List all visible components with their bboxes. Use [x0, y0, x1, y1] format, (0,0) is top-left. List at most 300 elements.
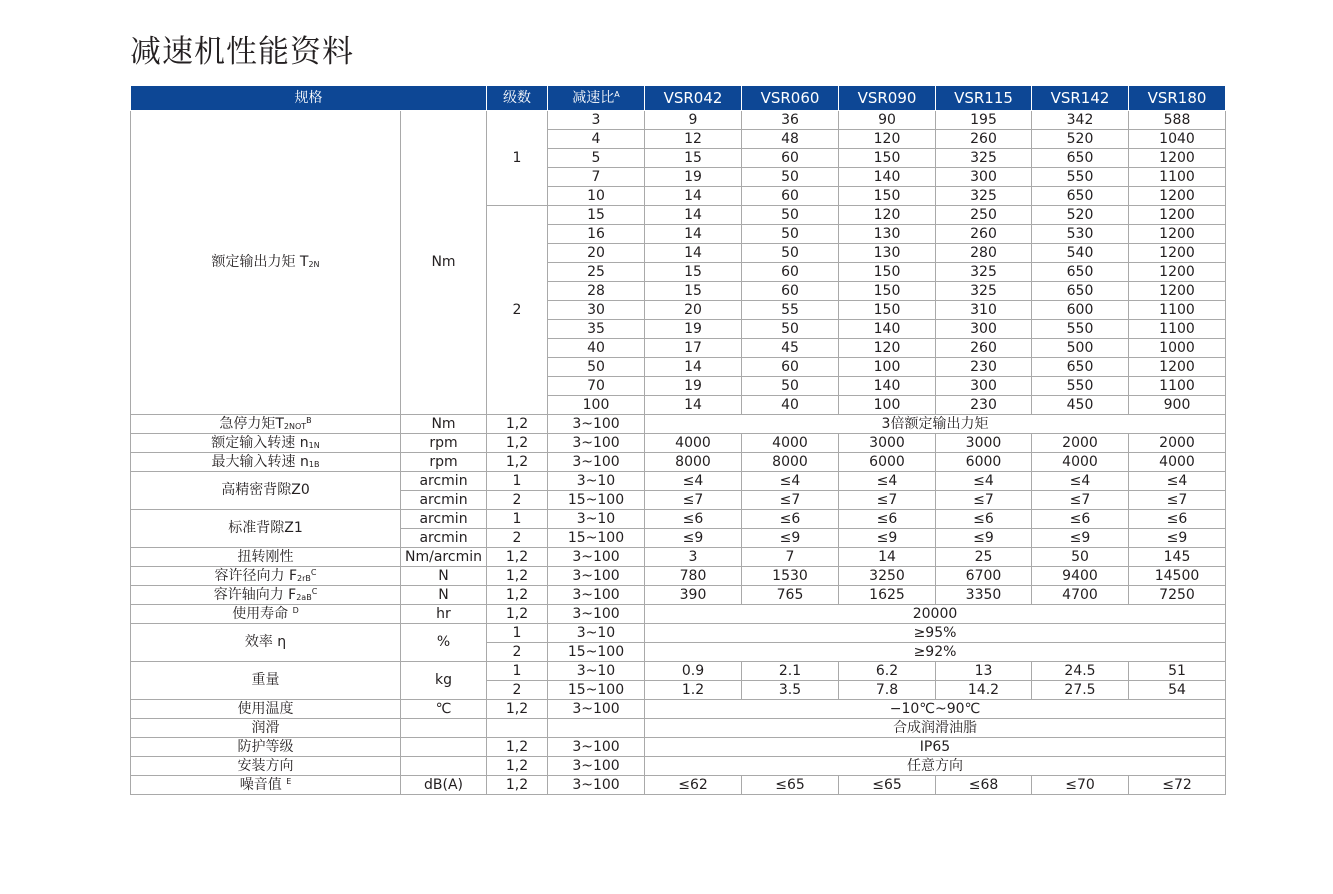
value-cell: 150: [839, 301, 936, 320]
value-cell: 280: [936, 244, 1032, 263]
row-label: [131, 453, 401, 472]
value-cell: 50: [742, 320, 839, 339]
header-ratio-note: A: [614, 90, 620, 99]
ratio-cell: 3~10: [548, 472, 645, 491]
ratio-cell: 7: [548, 168, 645, 187]
value-cell: 7: [742, 548, 839, 567]
unit-cell: arcmin: [401, 491, 487, 510]
label-text: 容许径向力 F: [214, 567, 298, 584]
value-cell: ≤6: [645, 510, 742, 529]
stage-cell: 1: [487, 624, 548, 643]
value-cell: 1100: [1129, 377, 1226, 396]
stage-cell: 2: [487, 643, 548, 662]
value-cell: 230: [936, 396, 1032, 415]
stage-cell: 1: [487, 472, 548, 491]
value-cell: 25: [936, 548, 1032, 567]
value-cell: 4000: [742, 434, 839, 453]
table-header-row: [131, 86, 1226, 111]
value-cell: 530: [1032, 225, 1129, 244]
value-cell: 2000: [1129, 434, 1226, 453]
value-cell: 17: [645, 339, 742, 358]
value-cell: 250: [936, 206, 1032, 225]
ratio-cell: 3~10: [548, 662, 645, 681]
unit-cell: [401, 757, 487, 776]
value-cell: 1200: [1129, 149, 1226, 168]
value-cell: 150: [839, 149, 936, 168]
header-ratio: [548, 86, 645, 111]
value-cell: 60: [742, 187, 839, 206]
value-cell: 650: [1032, 263, 1129, 282]
value-cell: 24.5: [1032, 662, 1129, 681]
value-cell: 4000: [1032, 453, 1129, 472]
value-cell: ≤9: [1032, 529, 1129, 548]
unit-cell: arcmin: [401, 510, 487, 529]
value-cell: 8000: [742, 453, 839, 472]
row-label: 安装方向: [131, 757, 401, 776]
ratio-cell: 3: [548, 111, 645, 130]
value-cell: ≤7: [645, 491, 742, 510]
ratio-cell: 70: [548, 377, 645, 396]
value-cell: ≤9: [839, 529, 936, 548]
value-cell: 40: [742, 396, 839, 415]
value-cell: ≤68: [936, 776, 1032, 795]
value-cell: 100: [839, 396, 936, 415]
value-cell: ≤4: [742, 472, 839, 491]
value-cell: 4000: [645, 434, 742, 453]
stage-cell: 1,2: [487, 605, 548, 624]
value-cell: 120: [839, 206, 936, 225]
ratio-cell: 25: [548, 263, 645, 282]
ratio-cell: 3~10: [548, 624, 645, 643]
ratio-cell: 20: [548, 244, 645, 263]
performance-table: [130, 85, 1226, 795]
value-cell: ≤62: [645, 776, 742, 795]
unit-cell: arcmin: [401, 472, 487, 491]
value-cell: 1200: [1129, 206, 1226, 225]
unit-cell: rpm: [401, 434, 487, 453]
header-ratio-label: 减速比: [572, 90, 615, 106]
value-cell: 650: [1032, 358, 1129, 377]
value-cell: 1100: [1129, 320, 1226, 339]
value-cell: ≤7: [839, 491, 936, 510]
unit-cell: %: [401, 624, 487, 662]
value-cell: 45: [742, 339, 839, 358]
value-cell: 15: [645, 263, 742, 282]
merged-value-cell: 合成润滑油脂: [645, 719, 1226, 738]
value-cell: ≤7: [936, 491, 1032, 510]
value-cell: ≤7: [1032, 491, 1129, 510]
stage-cell: 1,2: [487, 415, 548, 434]
row-label: 标准背隙Z1: [131, 510, 401, 548]
value-cell: 900: [1129, 396, 1226, 415]
value-cell: 650: [1032, 187, 1129, 206]
backlash-z0-row: [131, 472, 1226, 491]
value-cell: 3350: [936, 586, 1032, 605]
ratio-cell: 15: [548, 206, 645, 225]
value-cell: 325: [936, 149, 1032, 168]
stage-cell: 2: [487, 529, 548, 548]
value-cell: 260: [936, 339, 1032, 358]
unit-cell: N: [401, 586, 487, 605]
value-cell: 100: [839, 358, 936, 377]
value-cell: 600: [1032, 301, 1129, 320]
ratio-cell: 3~100: [548, 757, 645, 776]
value-cell: 520: [1032, 206, 1129, 225]
label-sub: 2NOT: [283, 421, 307, 431]
value-cell: 15: [645, 282, 742, 301]
header-model: VSR060: [742, 86, 839, 111]
value-cell: 55: [742, 301, 839, 320]
stage-cell: 1,2: [487, 757, 548, 776]
value-cell: 130: [839, 244, 936, 263]
value-cell: 150: [839, 187, 936, 206]
unit-cell: kg: [401, 662, 487, 700]
label-note: B: [306, 415, 312, 425]
ratio-cell: 100: [548, 396, 645, 415]
header-stage: 级数: [487, 86, 548, 111]
value-cell: ≤72: [1129, 776, 1226, 795]
value-cell: 2000: [1032, 434, 1129, 453]
merged-value-cell: 20000: [645, 605, 1226, 624]
value-cell: 50: [742, 206, 839, 225]
value-cell: ≤9: [742, 529, 839, 548]
value-cell: ≤6: [936, 510, 1032, 529]
ratio-cell: [548, 719, 645, 738]
value-cell: 150: [839, 282, 936, 301]
value-cell: 9: [645, 111, 742, 130]
label-sub: 2N: [308, 260, 320, 269]
ratio-cell: 15~100: [548, 491, 645, 510]
value-cell: 500: [1032, 339, 1129, 358]
label-note: E: [286, 776, 292, 786]
row-label: 高精密背隙Z0: [131, 472, 401, 510]
row-label: [131, 567, 401, 586]
value-cell: 14: [645, 396, 742, 415]
header-model: VSR090: [839, 86, 936, 111]
rated-input-speed-row: [131, 434, 1226, 453]
header-model: VSR142: [1032, 86, 1129, 111]
stage-cell: 1,2: [487, 776, 548, 795]
value-cell: 0.9: [645, 662, 742, 681]
ratio-cell: 3~10: [548, 510, 645, 529]
rated-torque-row: [131, 111, 1226, 130]
value-cell: 3: [645, 548, 742, 567]
value-cell: ≤65: [742, 776, 839, 795]
value-cell: 14: [645, 225, 742, 244]
ratio-cell: 40: [548, 339, 645, 358]
value-cell: 3000: [936, 434, 1032, 453]
value-cell: 14.2: [936, 681, 1032, 700]
label-text: 额定输出力矩 T: [211, 254, 309, 270]
service-life-row: [131, 605, 1226, 624]
value-cell: 50: [1032, 548, 1129, 567]
value-cell: ≤9: [645, 529, 742, 548]
value-cell: 14: [645, 244, 742, 263]
ratio-cell: 30: [548, 301, 645, 320]
ratio-cell: 5: [548, 149, 645, 168]
header-model: VSR042: [645, 86, 742, 111]
value-cell: 50: [742, 244, 839, 263]
value-cell: 260: [936, 130, 1032, 149]
ratio-cell: 4: [548, 130, 645, 149]
value-cell: 150: [839, 263, 936, 282]
value-cell: 3.5: [742, 681, 839, 700]
value-cell: 14: [645, 358, 742, 377]
value-cell: 36: [742, 111, 839, 130]
value-cell: ≤7: [742, 491, 839, 510]
value-cell: 1040: [1129, 130, 1226, 149]
value-cell: 51: [1129, 662, 1226, 681]
value-cell: ≤6: [839, 510, 936, 529]
header-spec: 规格: [131, 86, 487, 111]
backlash-z1-row: [131, 510, 1226, 529]
value-cell: 15: [645, 149, 742, 168]
value-cell: 14: [645, 187, 742, 206]
value-cell: 450: [1032, 396, 1129, 415]
label-sub: 2aB: [296, 592, 312, 602]
value-cell: ≤7: [1129, 491, 1226, 510]
ratio-cell: 3~100: [548, 567, 645, 586]
value-cell: 140: [839, 168, 936, 187]
label-note: D: [292, 605, 299, 615]
mounting-row: [131, 757, 1226, 776]
label-sub: 2rB: [297, 573, 311, 583]
value-cell: 550: [1032, 320, 1129, 339]
radial-force-row: [131, 567, 1226, 586]
value-cell: 90: [839, 111, 936, 130]
merged-value-cell: 3倍额定输出力矩: [645, 415, 1226, 434]
value-cell: 14500: [1129, 567, 1226, 586]
ratio-cell: 3~100: [548, 776, 645, 795]
value-cell: ≤4: [1032, 472, 1129, 491]
value-cell: 19: [645, 320, 742, 339]
value-cell: 1625: [839, 586, 936, 605]
unit-cell: Nm: [401, 415, 487, 434]
ratio-cell: 15~100: [548, 529, 645, 548]
label-text: 噪音值: [239, 776, 282, 793]
value-cell: 325: [936, 187, 1032, 206]
unit-cell: dB(A): [401, 776, 487, 795]
row-label: 润滑: [131, 719, 401, 738]
value-cell: 12: [645, 130, 742, 149]
row-label: 扭转刚性: [131, 548, 401, 567]
merged-value-cell: −10℃~90℃: [645, 700, 1226, 719]
label-text: 额定输入转速 n: [211, 434, 309, 451]
value-cell: ≤6: [1129, 510, 1226, 529]
unit-cell: [401, 719, 487, 738]
unit-cell: rpm: [401, 453, 487, 472]
ratio-cell: 35: [548, 320, 645, 339]
value-cell: 6000: [936, 453, 1032, 472]
value-cell: 195: [936, 111, 1032, 130]
torsional-rigidity-row: [131, 548, 1226, 567]
label-note: C: [311, 586, 318, 596]
page-title: 减速机性能资料: [130, 34, 354, 70]
row-label: 使用温度: [131, 700, 401, 719]
value-cell: 300: [936, 168, 1032, 187]
unit-cell: ℃: [401, 700, 487, 719]
value-cell: 6700: [936, 567, 1032, 586]
row-label: [131, 605, 401, 624]
value-cell: 4000: [1129, 453, 1226, 472]
stage-cell: 1,2: [487, 434, 548, 453]
value-cell: 14: [839, 548, 936, 567]
value-cell: 300: [936, 377, 1032, 396]
lubrication-row: [131, 719, 1226, 738]
row-label: 效率 η: [131, 624, 401, 662]
value-cell: 1100: [1129, 168, 1226, 187]
header-model: VSR115: [936, 86, 1032, 111]
value-cell: 8000: [645, 453, 742, 472]
value-cell: 342: [1032, 111, 1129, 130]
value-cell: 50: [742, 168, 839, 187]
value-cell: 7.8: [839, 681, 936, 700]
value-cell: 60: [742, 263, 839, 282]
merged-value-cell: ≥95%: [645, 624, 1226, 643]
value-cell: 27.5: [1032, 681, 1129, 700]
value-cell: 1000: [1129, 339, 1226, 358]
ratio-cell: 3~100: [548, 605, 645, 624]
value-cell: 60: [742, 149, 839, 168]
ratio-cell: 3~100: [548, 434, 645, 453]
stage-cell: 1,2: [487, 453, 548, 472]
other-spec-rows: [131, 415, 1226, 795]
row-label: 重量: [131, 662, 401, 700]
value-cell: ≤9: [936, 529, 1032, 548]
unit-cell: hr: [401, 605, 487, 624]
ratio-cell: 15~100: [548, 643, 645, 662]
axial-force-row: [131, 586, 1226, 605]
value-cell: 650: [1032, 149, 1129, 168]
ratio-cell: 3~100: [548, 415, 645, 434]
value-cell: 3250: [839, 567, 936, 586]
value-cell: 3000: [839, 434, 936, 453]
stage-cell: 1,2: [487, 548, 548, 567]
max-input-speed-row: [131, 453, 1226, 472]
merged-value-cell: 任意方向: [645, 757, 1226, 776]
merged-value-cell: ≥92%: [645, 643, 1226, 662]
efficiency-row: [131, 624, 1226, 643]
value-cell: 1200: [1129, 244, 1226, 263]
label-text: 最大输入转速 n: [211, 453, 309, 470]
merged-value-cell: IP65: [645, 738, 1226, 757]
value-cell: 7250: [1129, 586, 1226, 605]
row-label: [131, 586, 401, 605]
value-cell: 325: [936, 263, 1032, 282]
stage-cell: 1,2: [487, 567, 548, 586]
value-cell: 1.2: [645, 681, 742, 700]
value-cell: 1200: [1129, 358, 1226, 377]
value-cell: 13: [936, 662, 1032, 681]
stage-cell: 1: [487, 662, 548, 681]
value-cell: 390: [645, 586, 742, 605]
value-cell: 6.2: [839, 662, 936, 681]
value-cell: ≤65: [839, 776, 936, 795]
value-cell: 550: [1032, 377, 1129, 396]
value-cell: 260: [936, 225, 1032, 244]
value-cell: 140: [839, 377, 936, 396]
value-cell: 325: [936, 282, 1032, 301]
value-cell: 1200: [1129, 187, 1226, 206]
label-text: 急停力矩T: [219, 415, 284, 432]
row-label: 防护等级: [131, 738, 401, 757]
value-cell: ≤6: [742, 510, 839, 529]
value-cell: 1200: [1129, 225, 1226, 244]
ratio-cell: 50: [548, 358, 645, 377]
ratio-cell: 3~100: [548, 453, 645, 472]
stage-cell: 1,2: [487, 700, 548, 719]
value-cell: 1200: [1129, 263, 1226, 282]
emergency-torque-row: [131, 415, 1226, 434]
value-cell: 50: [742, 377, 839, 396]
weight-row: [131, 662, 1226, 681]
value-cell: 120: [839, 130, 936, 149]
ratio-cell: 10: [548, 187, 645, 206]
value-cell: 130: [839, 225, 936, 244]
stage-cell: 1,2: [487, 586, 548, 605]
ratio-cell: 15~100: [548, 681, 645, 700]
value-cell: ≤4: [936, 472, 1032, 491]
value-cell: 2.1: [742, 662, 839, 681]
unit-cell: Nm: [401, 111, 487, 415]
value-cell: ≤4: [839, 472, 936, 491]
value-cell: 310: [936, 301, 1032, 320]
row-label: [131, 415, 401, 434]
label-sub: 1N: [308, 440, 320, 450]
value-cell: 230: [936, 358, 1032, 377]
operating-temp-row: [131, 700, 1226, 719]
row-label: [131, 434, 401, 453]
value-cell: 550: [1032, 168, 1129, 187]
stage-cell: [487, 719, 548, 738]
stage-cell: 1: [487, 510, 548, 529]
ratio-cell: 3~100: [548, 700, 645, 719]
value-cell: 145: [1129, 548, 1226, 567]
label-note: C: [310, 567, 317, 577]
noise-row: [131, 776, 1226, 795]
label-text: 使用寿命: [232, 605, 289, 622]
stage-cell: 2: [487, 681, 548, 700]
header-model: VSR180: [1129, 86, 1226, 111]
value-cell: 9400: [1032, 567, 1129, 586]
value-cell: 1100: [1129, 301, 1226, 320]
value-cell: 765: [742, 586, 839, 605]
unit-cell: [401, 738, 487, 757]
value-cell: 14: [645, 206, 742, 225]
ratio-cell: 3~100: [548, 738, 645, 757]
value-cell: 60: [742, 358, 839, 377]
value-cell: 1200: [1129, 282, 1226, 301]
row-label: [131, 776, 401, 795]
row-label: [131, 111, 401, 415]
ratio-cell: 3~100: [548, 548, 645, 567]
value-cell: 19: [645, 377, 742, 396]
value-cell: ≤70: [1032, 776, 1129, 795]
value-cell: 60: [742, 282, 839, 301]
value-cell: 300: [936, 320, 1032, 339]
unit-cell: arcmin: [401, 529, 487, 548]
value-cell: ≤9: [1129, 529, 1226, 548]
ratio-cell: 28: [548, 282, 645, 301]
stage-cell: 1: [487, 111, 548, 206]
value-cell: 6000: [839, 453, 936, 472]
value-cell: 650: [1032, 282, 1129, 301]
value-cell: 540: [1032, 244, 1129, 263]
value-cell: 520: [1032, 130, 1129, 149]
stage-cell: 1,2: [487, 738, 548, 757]
ratio-cell: 16: [548, 225, 645, 244]
value-cell: ≤4: [1129, 472, 1226, 491]
